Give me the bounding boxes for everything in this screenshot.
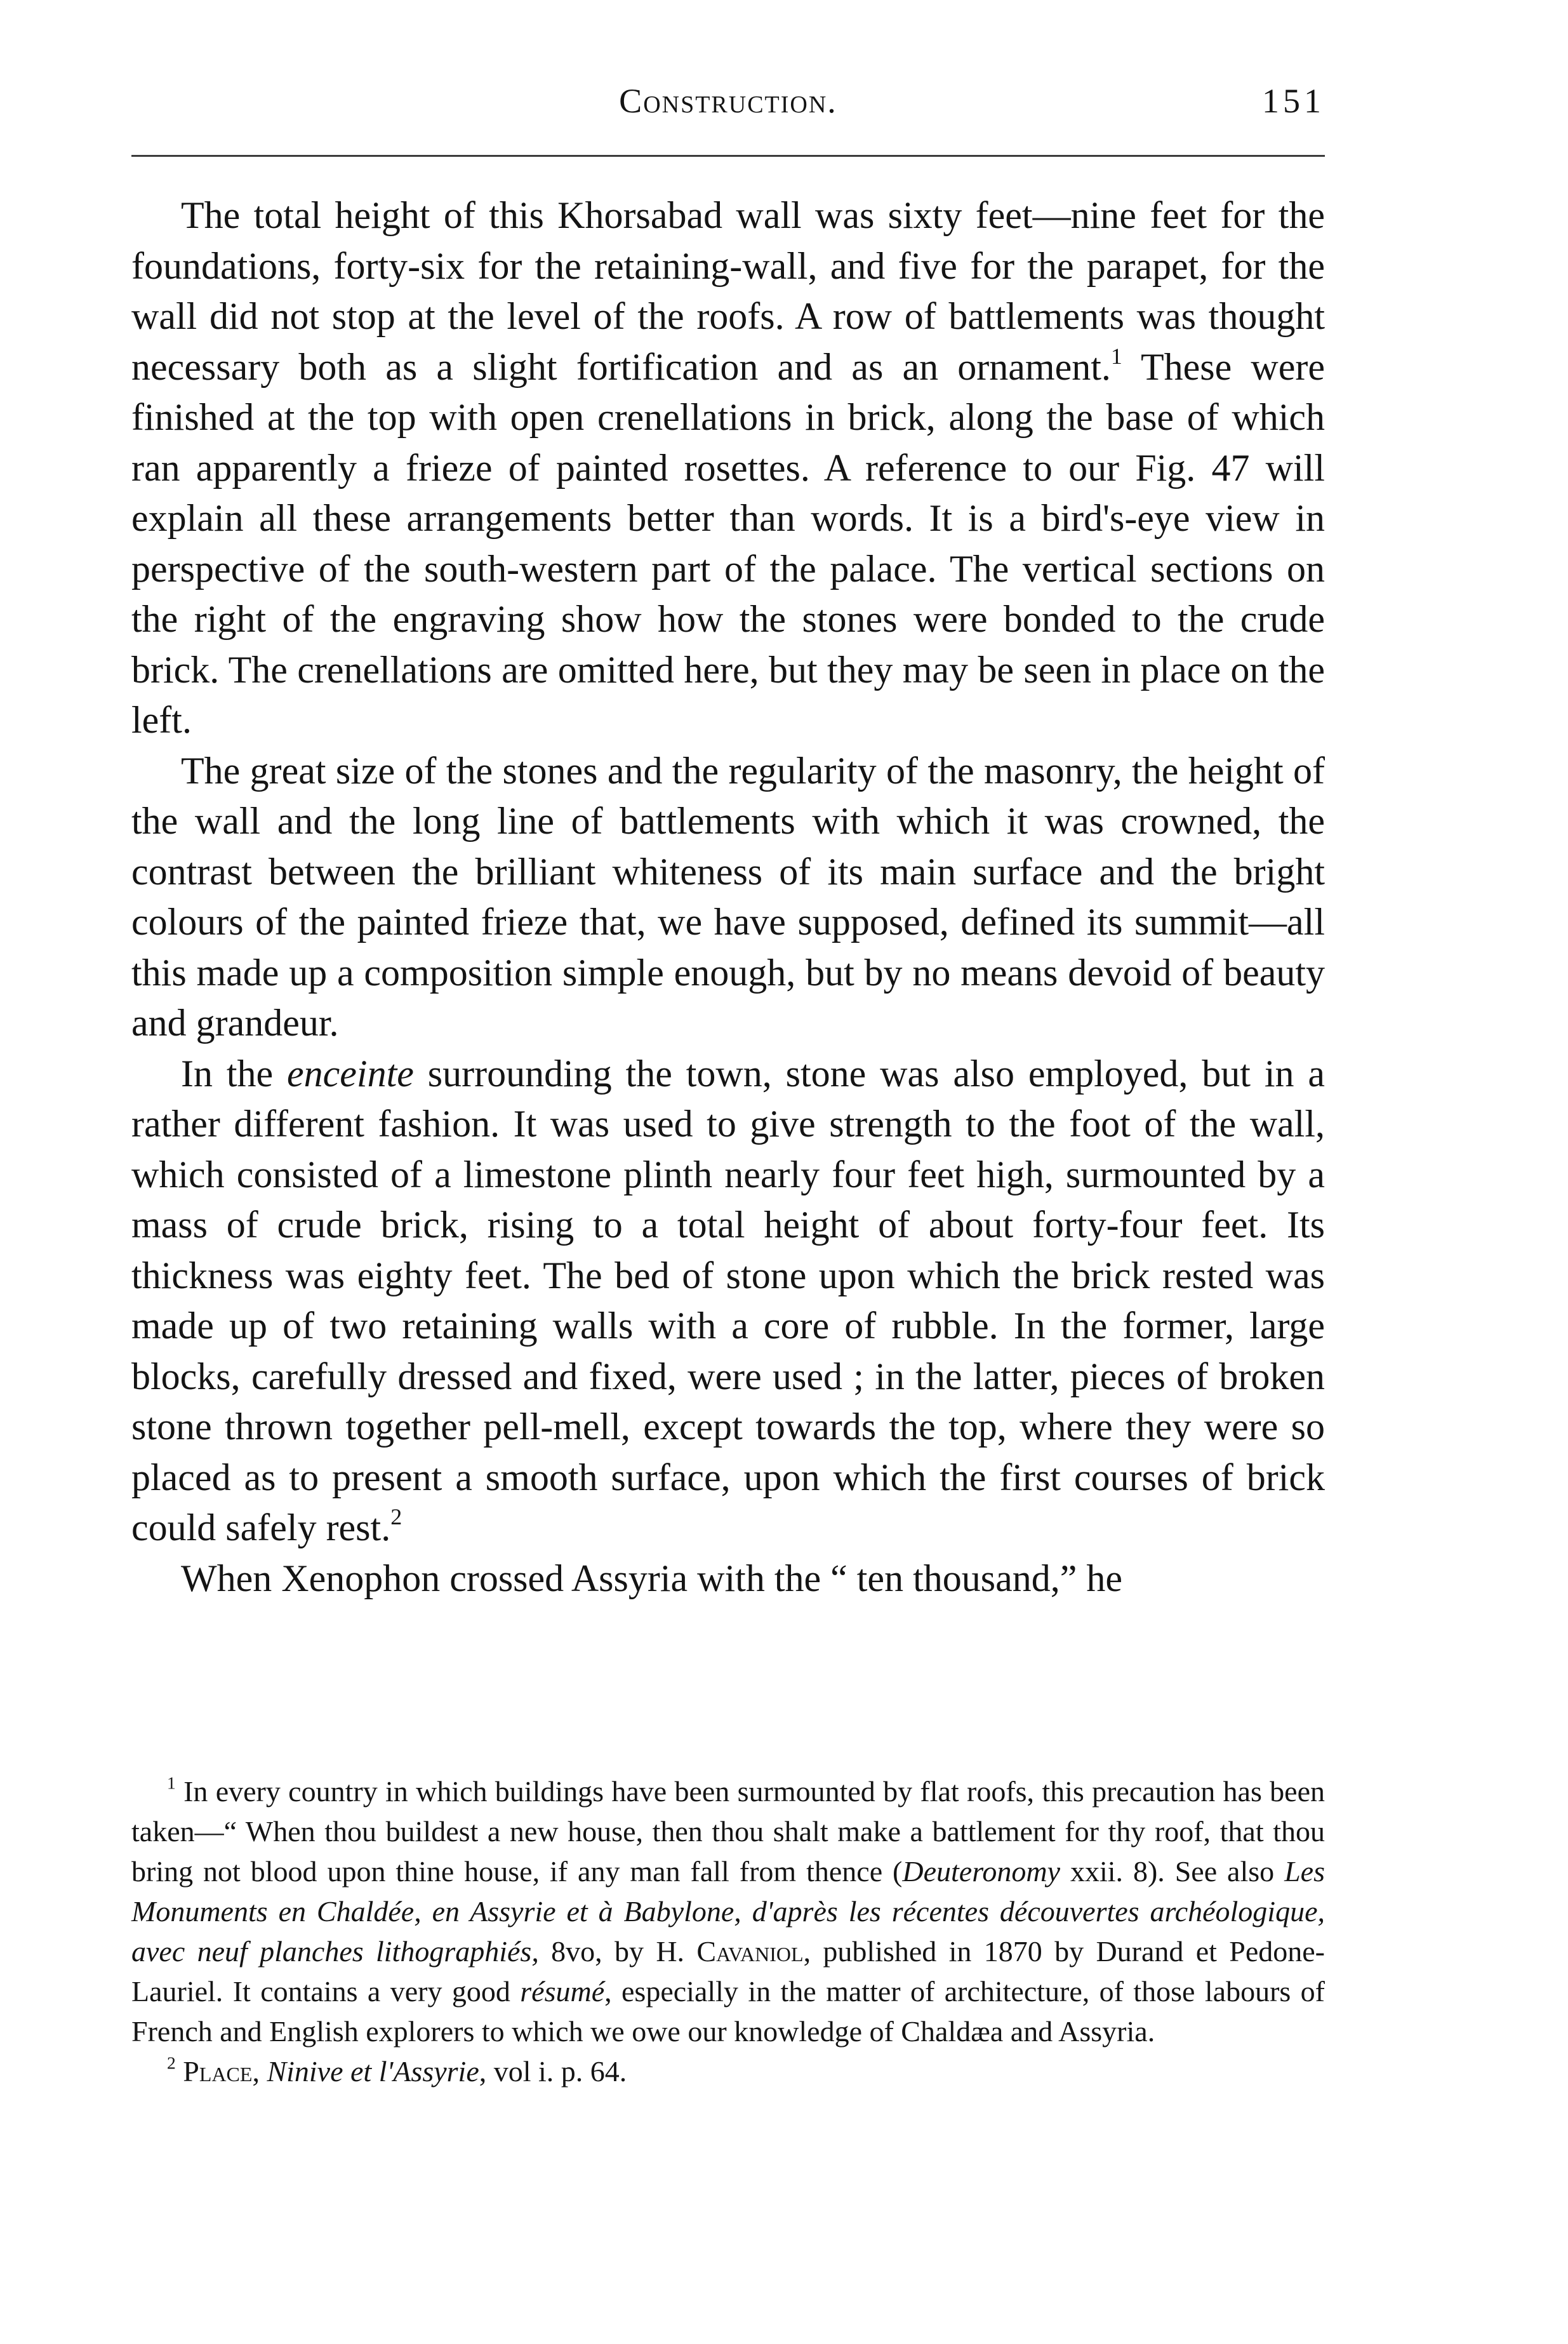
footnote-1-italic: Deuteronomy <box>902 1855 1061 1888</box>
footnote-2 <box>131 2051 1325 2091</box>
footnote-2-author: Place <box>175 2055 253 2088</box>
footnote-ref-1[interactable]: 1 <box>1110 343 1122 369</box>
paragraph-1-text-b: These were finished at the top with open crenellations in brick, along the base of which ran apparently a frieze of painted rosettes. A reference to our Fig. 47 will explain all these arrangements better than words. It is a bird's-eye view in perspective of the south-western part of the palace. The vertical sections on the right of the engraving show how the stones were bonded to the crude brick. The crenellations are omitted here, but they may be seen in place on the left. <box>131 345 1325 741</box>
footnote-2-marker: 2 <box>167 2053 176 2073</box>
footnote-1 <box>131 1771 1325 2051</box>
footnote-1-marker: 1 <box>167 1773 176 1793</box>
footnote-1-text: In every country in which buildings have been surmounted by flat roofs, this precaution has been taken—“ When thou buildest a new house, then thou shalt make a battlement for thy roof, that thou bring not blood upon thine house, if any man fall from thence ( <box>131 1775 1325 1888</box>
footnote-1-text: xxii. 8). See also <box>1060 1855 1285 1888</box>
paragraph-2: The great size of the stones and the regularity of the masonry, the height of the wall and the long line of battlements with which it was crowned, the contrast between the brilliant whiteness of its main surface and the bright colours of the painted frieze that, we have supposed, defined its summit—all this made up a composition simple enough, but by no means devoid of beauty and grandeur. <box>131 749 1325 1044</box>
paragraph-3-text-b: surrounding the town, stone was also employed, but in a rather different fashion. It was used to give strength to the foot of the wall, which consisted of a limestone plinth nearly four feet high, surmounted by a mass of crude brick, rising to a total height of about forty-four feet. Its thickness was eighty feet. The bed of stone upon which the brick rested was made up of two retaining walls with a core of rubble. In the former, large blocks, carefully dressed and fixed, were used ; in the latter, pieces of broken stone thrown together pell-mell, except towards the top, where they were so placed as to present a smooth surface, upon which the first courses of brick could safely rest. <box>131 1052 1325 1548</box>
running-head <box>131 81 1325 132</box>
running-title: Construction. <box>619 82 837 120</box>
paragraph-3-text-a: In the <box>181 1052 288 1095</box>
page-number: 151 <box>1262 82 1325 120</box>
footnote-1-author: Cavaniol <box>696 1935 804 1968</box>
footnote-1-text: 8vo, by H. <box>538 1935 697 1968</box>
paragraph-3-italic: enceinte <box>287 1052 414 1095</box>
paragraph-4: When Xenophon crossed Assyria with the “ ten thousand,” he <box>181 1557 1122 1599</box>
footnote-1-italic: résumé <box>520 1975 605 2008</box>
footnote-ref-2[interactable]: 2 <box>390 1503 402 1529</box>
footnotes <box>131 1771 1325 2091</box>
paragraph-1 <box>131 190 1325 746</box>
footnote-2-text: , <box>252 2055 267 2088</box>
paragraph-1-text-a: The total height of this Khorsabad wall was sixty feet—nine feet for the foundations, forty-six for the retaining-wall, and five for the parapet, for the wall did not stop at the level of the roofs. A row of battlements was thought necessary both as a slight fortification and as an ornament. <box>131 194 1325 388</box>
body-text <box>131 190 1325 1604</box>
footnote-1-text: , especially in the matter of architecture, of those labours of French and English explorers to which we owe our knowledge of Chaldæa and Assyria. <box>131 1975 1325 2048</box>
footnote-2-text: , vol i. p. 64. <box>479 2055 627 2088</box>
footnote-1-text: , published in 1870 by Durand et Pedone-Lauriel. It contains a very good <box>131 1935 1325 2008</box>
footnote-1-book-title: Les Monuments en Chaldée, en Assyrie et à Babylone, d'après les récentes découvertes archéologique, avec neuf planches lithographiés, <box>131 1855 1325 1968</box>
footnote-2-book-title: Ninive et l'Assyrie <box>267 2055 479 2088</box>
header-rule <box>131 155 1325 157</box>
paragraph-3 <box>131 1049 1325 1554</box>
